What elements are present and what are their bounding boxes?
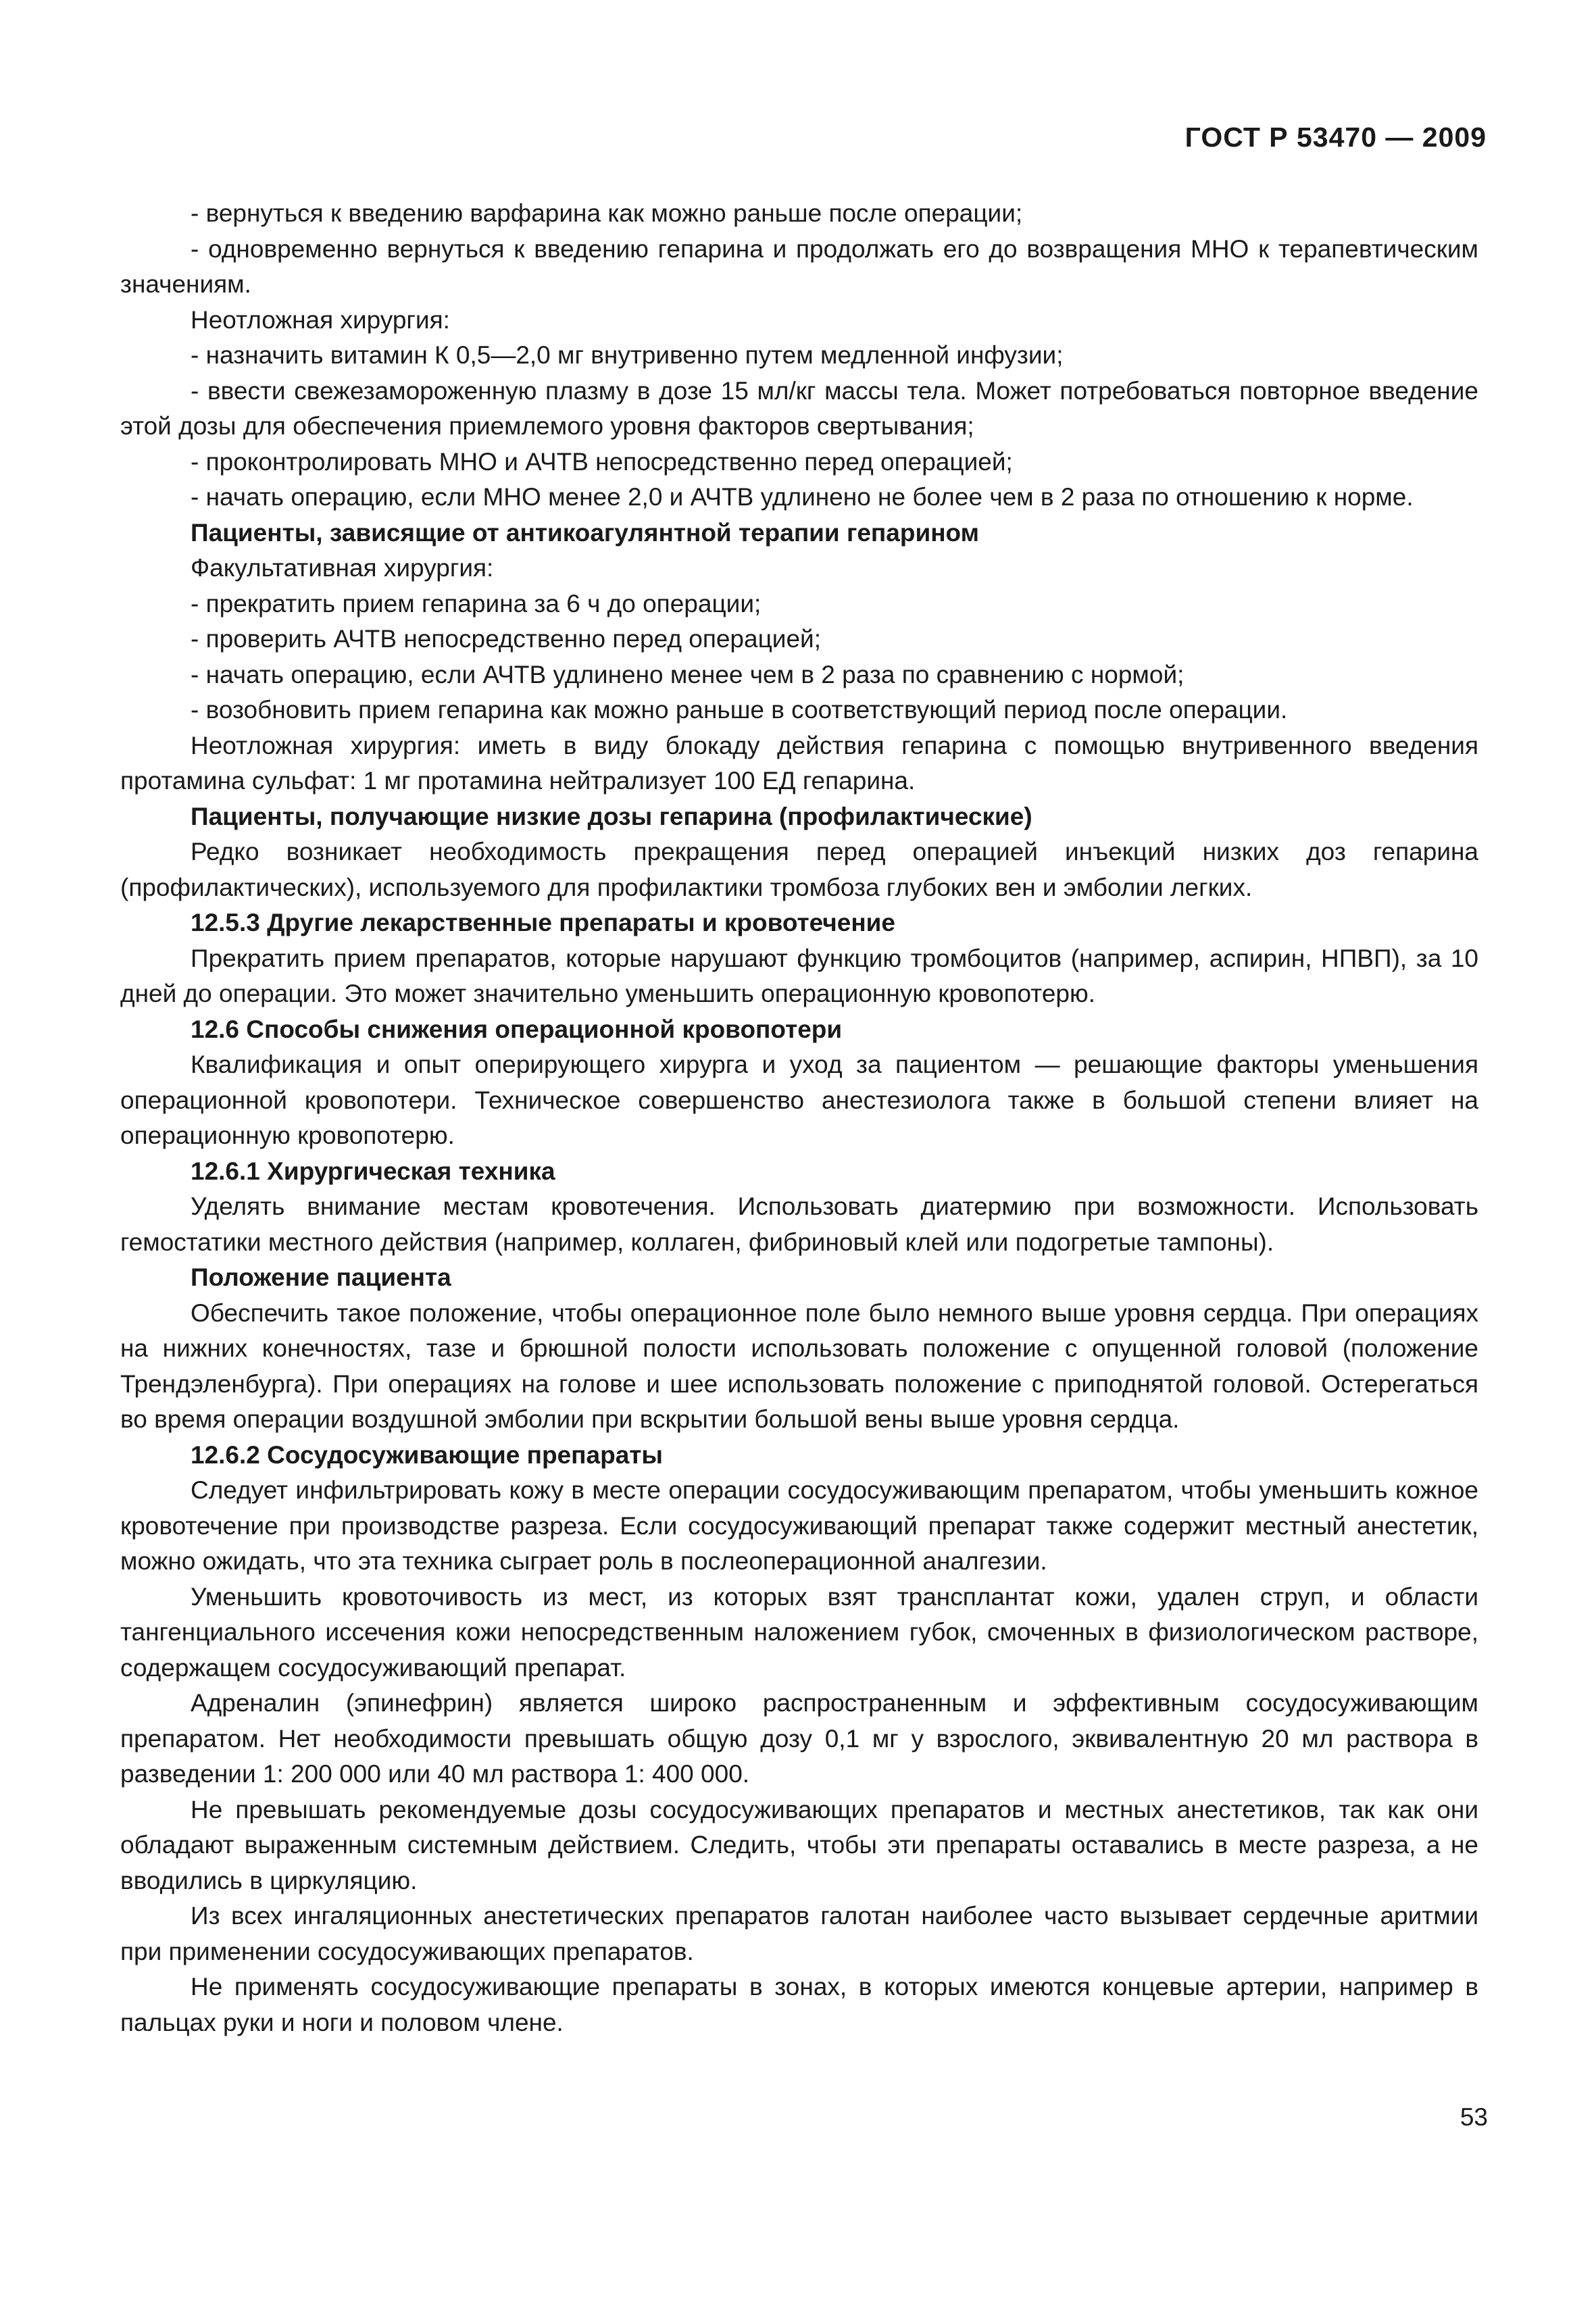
body-paragraph: Не применять сосудосуживающие препараты в зонах, в которых имеются концевые артерии, например в пальцах руки и ноги и половом члене. <box>120 1973 1478 2036</box>
document-id-header: ГОСТ Р 53470 — 2009 <box>1184 122 1487 153</box>
body-paragraph: Уделять внимание местам кровотечения. Использовать диатермию при возможности. Использовать гемостатики местного действия (например, коллаген, фибриновый клей или подогретые тампоны). <box>120 1192 1478 1256</box>
body-paragraph: - назначить витамин К 0,5—2,0 мг внутривенно путем медленной инфузии; <box>191 341 1064 369</box>
section-heading: Пациенты, получающие низкие дозы гепарина (профилактические) <box>191 802 1032 830</box>
body-paragraph: Из всех ингаляционных анестетических препаратов галотан наиболее часто вызывает сердечные аритмии при применении сосудосуживающих препаратов. <box>120 1902 1478 1965</box>
body-paragraph: - возобновить прием гепарина как можно раньше в соответствующий период после операции. <box>191 696 1288 724</box>
section-heading: 12.6 Способы снижения операционной кровопотери <box>191 1015 843 1043</box>
page-number: 53 <box>1460 2103 1488 2131</box>
body-paragraph: Редко возникает необходимость прекращения перед операцией инъекций низких доз гепарина (профилактических), используемого для профилактики тромбоза глубоких вен и эмболии легких. <box>120 838 1478 901</box>
section-heading: Пациенты, зависящие от антикоагулянтной терапии гепарином <box>191 518 980 547</box>
section-heading: 12.5.3 Другие лекарственные препараты и кровотечение <box>191 909 896 936</box>
body-paragraph: - вернуться к введению варфарина как можно раньше после операции; <box>191 199 1023 227</box>
body-paragraph: Неотложная хирургия: <box>191 305 450 334</box>
body-paragraph: Адреналин (эпинефрин) является широко распространенным и эффективным сосудосуживающим препаратом. Нет необходимости превышать общую дозу 0,1 мг у взрослого, эквивалентную 20 мл раствора в разведении 1: 200 000 или 40 мл раствора 1: 400 000. <box>120 1689 1478 1788</box>
body-paragraph: - прекратить прием гепарина за 6 ч до операции; <box>191 589 762 618</box>
body-paragraph: Не превышать рекомендуемые дозы сосудосуживающих препаратов и местных анестетиков, так как они обладают выраженным системным действием. Следить, чтобы эти препараты оставались в месте разреза, а не вводились в циркуляцию. <box>120 1795 1478 1894</box>
body-paragraph: Прекратить прием препаратов, которые нарушают функцию тромбоцитов (например, аспирин, НПВП), за 10 дней до операции. Это может значительно уменьшить операционную кровопотерю. <box>120 944 1478 1007</box>
body-paragraph: Следует инфильтрировать кожу в месте операции сосудосуживающим препаратом, чтобы уменьшить кожное кровотечение при производстве разреза. Если сосудосуживающий препарат также содержит местный анестетик, можно ожидать, что эта техника сыграет роль в послеоперационной аналгезии. <box>120 1476 1478 1575</box>
body-paragraph: Обеспечить такое положение, чтобы операционное поле было немного выше уровня сердца. При операциях на нижних конечностях, тазе и брюшной полости использовать положение с опущенной головой (положение Трендэленбурга). При операциях на голове и шее использовать положение с приподнятой головой. Остерегаться во время операции воздушной эмболии при вскрытии большой вены выше уровня сердца. <box>120 1299 1478 1433</box>
body-paragraph: Квалификация и опыт оперирующего хирурга и уход за пациентом — решающие факторы уменьшения операционной кровопотери. Техническое совершенство анестезиолога также в большой степени влияет на операционную кровопотерю. <box>120 1051 1478 1149</box>
section-heading: 12.6.1 Хирургическая техника <box>191 1157 555 1185</box>
body-paragraph: - начать операцию, если МНО менее 2,0 и АЧТВ удлинено не более чем в 2 раза по отношению к норме. <box>191 483 1414 511</box>
body-paragraph: - ввести свежезамороженную плазму в дозе 15 мл/кг массы тела. Может потребоваться повторное введение этой дозы для обеспечения приемлемого уровня факторов свертывания; <box>120 376 1478 440</box>
section-heading: Положение пациента <box>191 1263 451 1291</box>
body-paragraph: Уменьшить кровоточивость из мест, из которых взят трансплантат кожи, удален струп, и области тангенциального иссечения кожи непосредственным наложением губок, смоченных в физиологическом растворе, содержащем сосудосуживающий препарат. <box>120 1582 1478 1682</box>
body-paragraph: - проконтролировать МНО и АЧТВ непосредственно перед операцией; <box>191 447 1013 476</box>
body-paragraph: - начать операцию, если АЧТВ удлинено менее чем в 2 раза по сравнению с нормой; <box>191 660 1184 688</box>
body-paragraph: Факультативная хирургия: <box>191 554 494 582</box>
section-heading: 12.6.2 Сосудосуживающие препараты <box>191 1440 664 1469</box>
body-paragraph: - проверить АЧТВ непосредственно перед операцией; <box>191 625 821 653</box>
document-body <box>120 196 1478 2040</box>
body-paragraph: - одновременно вернуться к введению гепарина и продолжать его до возвращения МНО к терапевтическим значениям. <box>120 234 1478 298</box>
body-paragraph: Неотложная хирургия: иметь в виду блокаду действия гепарина с помощью внутривенного введения протамина сульфат: 1 мг протамина нейтрализует 100 ЕД гепарина. <box>120 731 1478 795</box>
